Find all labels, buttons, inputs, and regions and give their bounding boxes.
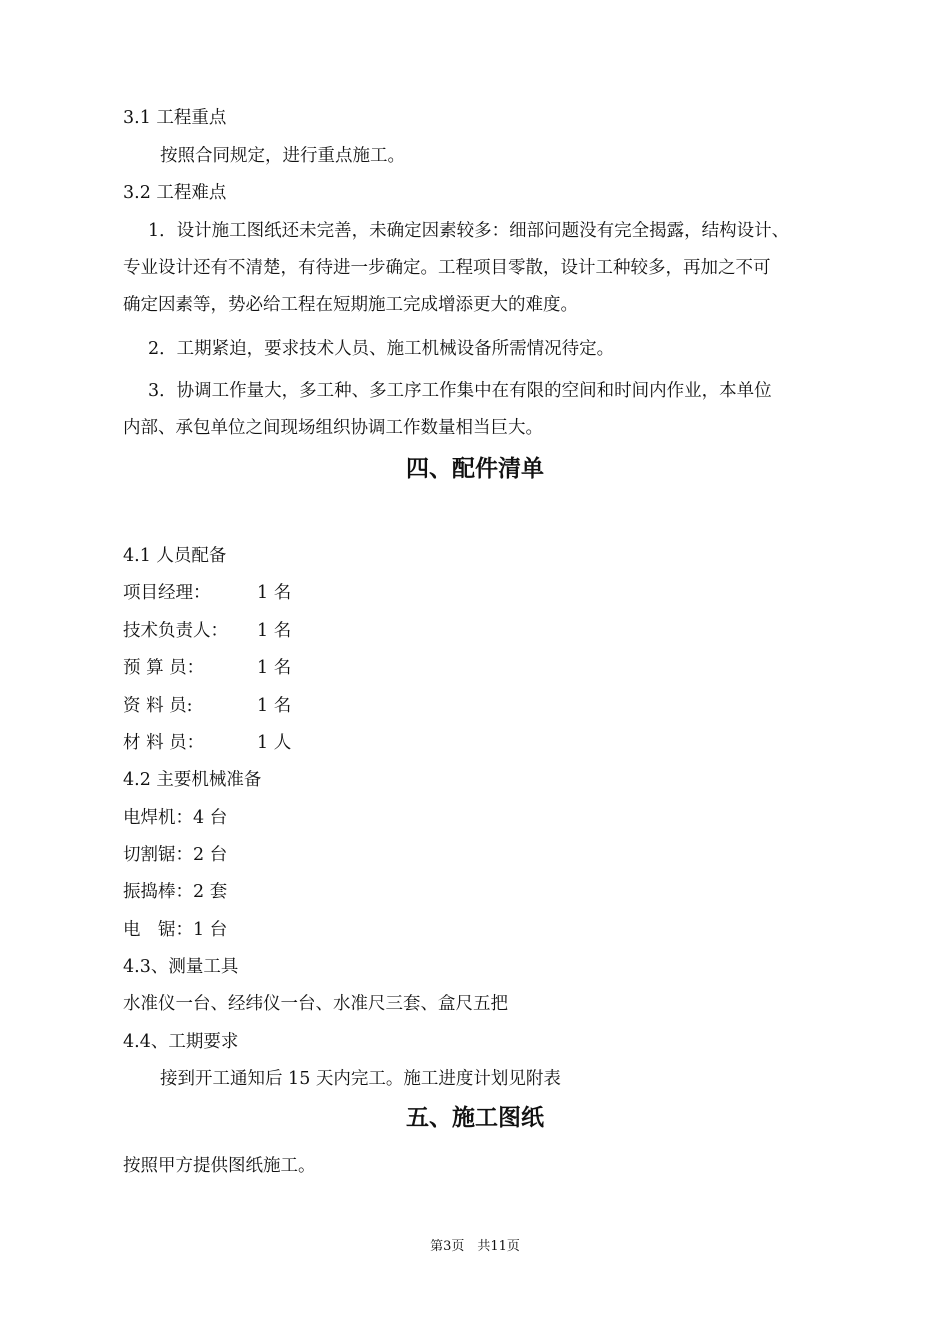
drawings-body: 按照甲方提供图纸施工。 — [123, 1156, 316, 1176]
schedule-text: 接到开工通知后 15 天内完工。施工进度计划见附表 — [160, 1069, 561, 1089]
difficulty-2: 2．工期紧迫，要求技术人员、施工机械设备所需情况待定。 — [148, 339, 615, 359]
staff-value: 1 名 — [257, 696, 292, 716]
difficulty-3-line-2: 内部、承包单位之间现场组织协调工作数量相当巨大。 — [123, 418, 543, 438]
s41-title: 4.1 人员配备 — [123, 546, 227, 566]
staff-label: 材 料 员： — [123, 733, 205, 753]
staff-value: 1 名 — [257, 658, 292, 678]
staff-row — [123, 582, 291, 604]
difficulty-1-line-2: 专业设计还有不清楚，有待进一步确定。工程项目零散，设计工种较多，再加之不可 — [123, 258, 771, 278]
s32-title: 3.2 工程难点 — [123, 183, 227, 203]
difficulty-3-line-1: 3．协调工作量大，多工种、多工序工作集中在有限的空间和时间内作业，本单位 — [148, 381, 772, 401]
s43-title: 4.3、测量工具 — [123, 957, 239, 977]
machine-item: 振捣棒：2 套 — [123, 882, 228, 902]
measuring-tools: 水准仪一台、经纬仪一台、水准尺三套、盒尺五把 — [123, 994, 508, 1014]
machine-item: 切割锯：2 台 — [123, 845, 228, 865]
staff-value: 1 名 — [257, 621, 292, 641]
staff-value: 1 人 — [257, 733, 292, 753]
staff-value: 1 名 — [257, 583, 292, 603]
staff-row — [123, 732, 291, 754]
section5-heading: 五、施工图纸 — [406, 1105, 544, 1131]
staff-row — [123, 695, 291, 717]
machine-item: 电 锯：1 台 — [123, 920, 228, 940]
difficulty-1-line-1: 1．设计施工图纸还未完善，未确定因素较多：细部问题没有完全揭露，结构设计、 — [148, 221, 790, 241]
s44-title: 4.4、工期要求 — [123, 1032, 239, 1052]
difficulty-1-line-3: 确定因素等，势必给工程在短期施工完成增添更大的难度。 — [123, 295, 578, 315]
staff-row — [123, 620, 291, 642]
s42-title: 4.2 主要机械准备 — [123, 770, 262, 790]
section4-heading: 四、配件清单 — [406, 456, 544, 482]
staff-label: 预 算 员： — [123, 658, 205, 678]
s31-body: 按照合同规定，进行重点施工。 — [160, 146, 405, 166]
s31-title: 3.1 工程重点 — [123, 108, 227, 128]
staff-row — [123, 657, 291, 679]
machine-item: 电焊机：4 台 — [123, 808, 228, 828]
page-footer: 第3页 共11页 — [430, 1239, 520, 1254]
staff-label: 技术负责人： — [123, 621, 228, 641]
staff-label: 项目经理： — [123, 583, 211, 603]
staff-label: 资 料 员: — [123, 696, 193, 716]
